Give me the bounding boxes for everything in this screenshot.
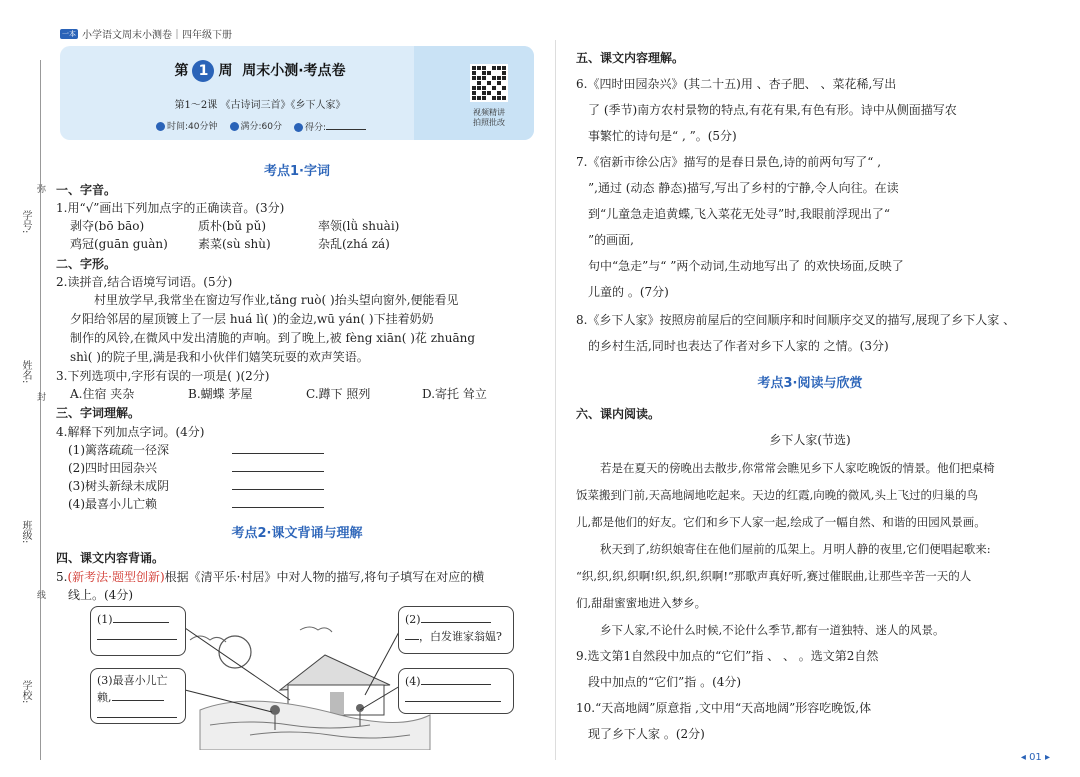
series-logo: 一本 (62, 29, 76, 38)
cut-line (40, 60, 41, 760)
q2-line-2: 夕阳给邻居的屋顶镀上了一层 huá lì( )的金边,wū yán( )下挂着奶奶 (70, 312, 434, 326)
q4-blank-4[interactable] (232, 496, 324, 513)
q2-line-4: shì( )的院子里,满是我和小伙伴们嬉笑玩耍的欢声笑语。 (70, 350, 369, 364)
passage-line-2: 饭菜搬到门前,天高地阔地吃起来。天边的红霞,向晚的微风,头上飞过的归巢的鸟 (576, 488, 978, 502)
q1-option-4[interactable]: 鸡冠(guān guàn) (70, 237, 168, 251)
q5-box-4[interactable]: (4) (398, 668, 514, 714)
cut-mark-xian: 线 (37, 591, 47, 601)
banner-subtitle: 第1～2课 《古诗词三首》《乡下人家》 (174, 100, 346, 111)
week-number-badge: 1 (192, 60, 214, 82)
q6-line-1: 6.《四时田园杂兴》(其二十五)用 、杏子肥、 、菜花稀,写出 (576, 77, 897, 91)
section-1-title: 一、字音。 (56, 183, 117, 197)
q4-item-2: (2)四时田园杂兴 (68, 461, 157, 475)
q3-option-b[interactable]: B.蝴蝶 茅屋 (188, 387, 253, 401)
section-6-title: 六、课内阅读。 (576, 407, 661, 421)
kp2-heading: 考点2·课文背诵与理解 (231, 526, 363, 541)
test-banner (60, 46, 534, 140)
q4-blank-1[interactable] (232, 442, 324, 459)
q9-line-1: 9.选文第1自然段中加点的“它们”指 、 、 。选文第2自然 (576, 649, 879, 663)
kp1-heading: 考点1·字词 (264, 164, 330, 179)
q5-stem-cont: 线上。(4分) (68, 588, 133, 602)
q7-line-3: 到“儿童急走追黄蝶,飞入菜花无处寻”时,我眼前浮现出了“ (588, 207, 891, 221)
q7-line-1: 7.《宿新市徐公店》描写的是春日景色,诗的前两句写了“ , (576, 155, 882, 169)
section-2-title: 二、字形。 (56, 257, 117, 271)
cut-mark-mi: 弥 (37, 185, 47, 195)
banner-title: 第 1 周 周末小测·考点卷 (60, 60, 460, 82)
q10-line-2: 现了乡下人家 。(2分) (588, 727, 705, 741)
label-name: 姓名: (20, 360, 31, 384)
qr-code[interactable] (470, 64, 508, 102)
series-header (60, 26, 232, 41)
q5-box-3[interactable]: (3)最喜小儿亡 赖, (90, 668, 186, 724)
section-5-title: 五、课文内容理解。 (576, 51, 685, 65)
q6-line-3: 事繁忙的诗句是“ , ”。(5分) (588, 129, 737, 143)
q5-stem: 5.(新考法·题型创新)根据《清平乐·村居》中对人物的描写,将句子填写在对应的横 (56, 570, 485, 584)
q1-stem: 1.用“√”画出下列加点字的正确读音。(3分) (56, 201, 285, 215)
q4-item-3: (3)树头新绿未成阴 (68, 479, 169, 493)
q7-line-4: ”的画面, (588, 233, 634, 247)
passage-line-4: 秋天到了,纺织娘寄住在他们屋前的瓜架上。月明人静的夜里,它们便唱起歌来: (600, 542, 991, 556)
q2-line-1: 村里放学早,我常坐在窗边写作业,tǎng ruò( )抬头望向窗外,便能看见 (94, 293, 459, 307)
section-4-title: 四、课文内容背诵。 (56, 551, 165, 565)
passage-line-6: 们,甜甜蜜蜜地进入梦乡。 (576, 596, 707, 610)
q1-option-2[interactable]: 质朴(bǔ pǔ) (198, 219, 266, 233)
q4-blank-3[interactable] (232, 478, 324, 495)
q9-line-2: 段中加点的“它们”指 。(4分) (588, 675, 742, 689)
label-class: 班级: (20, 520, 31, 544)
q3-option-a[interactable]: A.住宿 夹杂 (70, 387, 135, 401)
series-title: 小学语文周末小测卷｜四年级下册 (82, 30, 232, 41)
q4-blank-2[interactable] (232, 460, 324, 477)
q5-box-2[interactable]: (2) ，白发谁家翁媪? (398, 606, 514, 654)
q4-stem: 4.解释下列加点字词。(4分) (56, 425, 205, 439)
q6-line-2: 了 (季节)南方农村景物的特点,有花有果,有色有形。诗中从侧面描写农 (588, 103, 957, 117)
q5-box-1[interactable]: (1) (90, 606, 186, 656)
q3-option-c[interactable]: C.蹲下 照列 (306, 387, 371, 401)
score-icon (294, 123, 303, 132)
banner-info (156, 118, 366, 133)
q1-option-3[interactable]: 率领(lǜ shuài) (318, 219, 400, 233)
score-info[interactable]: 得分: (294, 118, 366, 133)
q10-line-1: 10.“天高地阔”原意指 ,文中用“天高地阔”形容吃晚饭,体 (576, 701, 872, 715)
q2-stem: 2.读拼音,结合语境写词语。(5分) (56, 275, 233, 289)
full-score-info: 满分:60分 (230, 119, 283, 132)
q1-option-5[interactable]: 素菜(sù shù) (198, 237, 271, 251)
q4-item-1: (1)篱落疏疏一径深 (68, 443, 169, 457)
passage-line-1: 若是在夏天的傍晚出去散步,你常常会瞧见乡下人家吃晚饭的情景。他们把桌椅 (600, 461, 995, 475)
passage-line-3: 儿,都是他们的好友。它们和乡下人家一起,绘成了一幅自然、和谐的田园风景画。 (576, 515, 986, 529)
q3-option-d[interactable]: D.寄托 耸立 (422, 387, 487, 401)
page-number: ◂ 01 ▸ (1020, 752, 1050, 763)
section-3-title: 三、字词理解。 (56, 406, 141, 420)
cut-mark-feng: 封 (37, 393, 47, 403)
binding-margin (0, 60, 50, 760)
q7-line-6: 儿童的 。(7分) (588, 285, 669, 299)
time-info: 时间:40分钟 (156, 119, 218, 132)
clock-icon (156, 122, 165, 131)
q2-line-3: 制作的风铃,在微风中发出清脆的声响。到了晚上,被 fèng xiān( )花 zhuāng (70, 331, 476, 345)
person-icon (230, 122, 239, 131)
label-school: 学校: (20, 680, 31, 704)
passage-line-7: 乡下人家,不论什么时候,不论什么季节,都有一道独特、迷人的风景。 (600, 623, 945, 637)
column-divider (555, 40, 556, 760)
q4-item-4: (4)最喜小儿亡赖 (68, 497, 157, 511)
qr-caption: 视频精讲 拍照批改 (473, 108, 505, 127)
passage-line-5: “织,织,织,织啊!织,织,织,织啊!”那歌声真好听,赛过催眠曲,让那些辛苦一天的人 (576, 569, 972, 583)
q3-stem: 3.下列选项中,字形有误的一项是( )(2分) (56, 369, 270, 383)
new-format-tag: (新考法·题型创新) (67, 570, 165, 584)
q1-option-6[interactable]: 杂乱(zhá zá) (318, 237, 390, 251)
q8-line-2: 的乡村生活,同时也表达了作者对乡下人家的 之情。(3分) (588, 339, 889, 353)
q8-line-1: 8.《乡下人家》按照房前屋后的空间顺序和时间顺序交叉的描写,展现了乡下人家 、 (576, 313, 1016, 327)
kp3-heading: 考点3·阅读与欣赏 (757, 376, 863, 391)
q7-line-2: ”,通过 (动态 静态)描写,写出了乡村的宁静,令人向往。在读 (588, 181, 899, 195)
q1-option-1[interactable]: 剥夺(bō bāo) (70, 219, 145, 233)
label-student-number: 学号: (20, 210, 31, 234)
passage-title: 乡下人家(节选) (769, 433, 851, 447)
q7-line-5: 句中“急走”与“ ”两个动词,生动地写出了 的欢快场面,反映了 (588, 259, 904, 273)
